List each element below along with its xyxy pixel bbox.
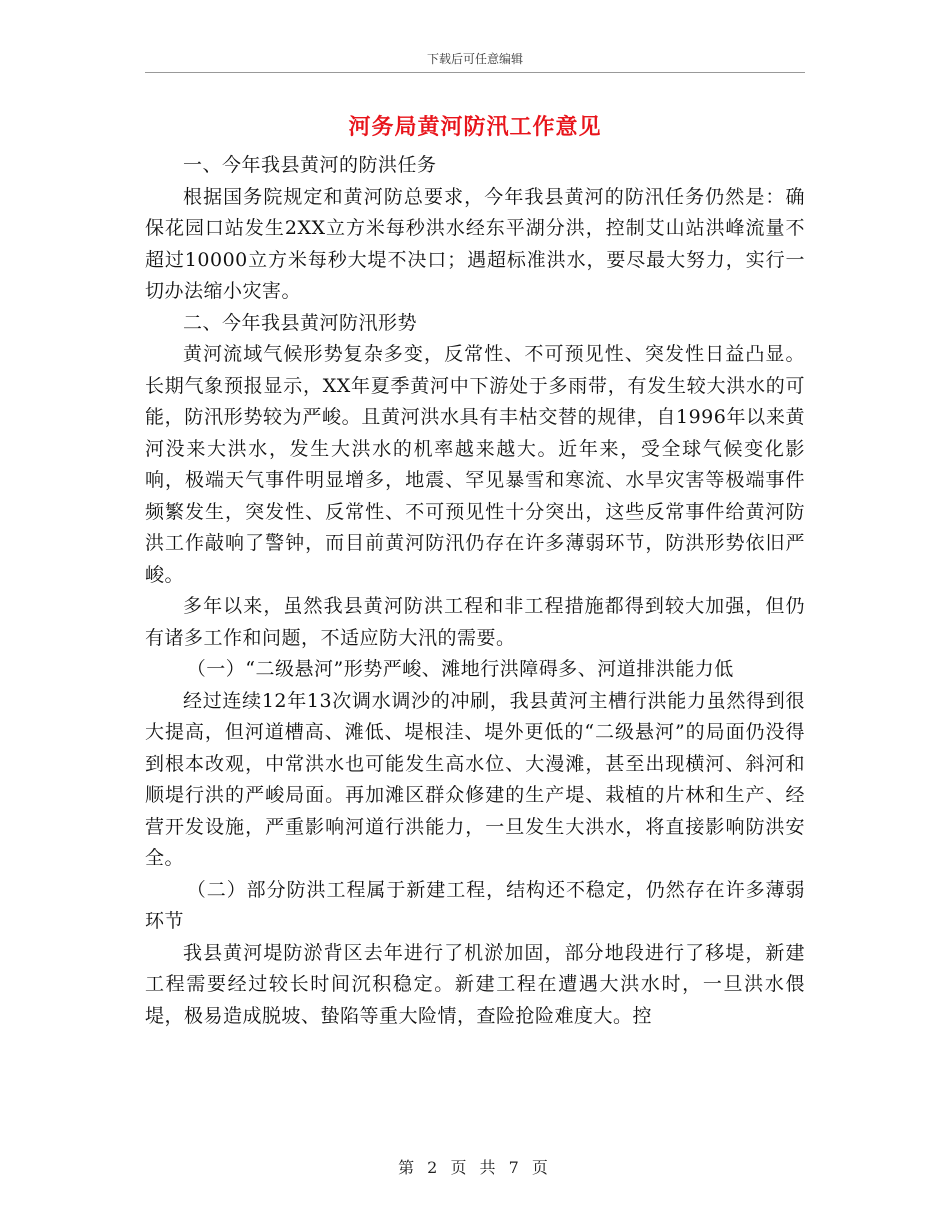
section-heading-2: 二、今年我县黄河防汛形势 bbox=[183, 311, 418, 334]
page-footer: 第 2 页 共 7 页 bbox=[398, 1158, 552, 1177]
header-note: 下载后可任意编辑 bbox=[426, 52, 523, 66]
subsection-heading-1: （一）“二级悬河”形势严峻、滩地行洪障碍多、河道排洪能力低 bbox=[186, 658, 734, 680]
paragraph-1: 根据国务院规定和黄河防总要求，今年我县黄河的防汛任务仍然是：确保花园口站发生2XX立方米每秒洪水经东平湖分洪，控制艾山站洪峰流量不超过10000立方米每秒大堤不决口；遇超标准洪水，要尽最大努力，实行一切办法缩小灾害。 bbox=[145, 185, 805, 302]
paragraph-5: 我县黄河堤防淤背区去年进行了机淤加固，部分地段进行了移堤，新建工程需要经过较长时间沉积稳定。新建工程在遭遇大洪水时，一旦洪水偎堤，极易造成脱坡、蛰陷等重大险情，查险抢险难度大。控 bbox=[145, 941, 805, 1027]
header-divider bbox=[145, 72, 805, 73]
document-title: 河务局黄河防汛工作意见 bbox=[348, 114, 602, 140]
document-body bbox=[145, 150, 805, 1032]
section-heading-1: 一、今年我县黄河的防洪任务 bbox=[183, 154, 437, 176]
subsection-heading-2: （二）部分防洪工程属于新建工程，结构还不稳定，仍然存在许多薄弱环节 bbox=[145, 878, 805, 932]
paragraph-2: 黄河流域气候形势复杂多变，反常性、不可预见性、突发性日益凸显。长期气象预报显示，XX年夏季黄河中下游处于多雨带，有发生较大洪水的可能，防汛形势较为严峻。且黄河洪水具有丰枯交替的规律，自1996年以来黄河没来大洪水，发生大洪水的机率越来越大。近年来，受全球气候变化影响，极端天气事件明显增多，地震、罕见暴雪和寒流、水旱灾害等极端事件频繁发生，突发性、反常性、不可预见性十分突出，这些反常事件给黄河防洪工作敲响了警钟，而目前黄河防汛仍存在许多薄弱环节，防洪形势依旧严峻。 bbox=[145, 343, 805, 586]
paragraph-3: 多年以来，虽然我县黄河防洪工程和非工程措施都得到较大加强，但仍有诸多工作和问题，不适应防大汛的需要。 bbox=[145, 595, 805, 649]
paragraph-4: 经过连续12年13次调水调沙的冲刷，我县黄河主槽行洪能力虽然得到很大提高，但河道槽高、滩低、堤根洼、堤外更低的“二级悬河”的局面仍没得到根本改观，中常洪水也可能发生高水位、大漫滩，甚至出现横河、斜河和顺堤行洪的严峻局面。再加滩区群众修建的生产堤、栽植的片林和生产、经营开发设施，严重影响河道行洪能力，一旦发生大洪水，将直接影响防洪安全。 bbox=[145, 689, 805, 869]
